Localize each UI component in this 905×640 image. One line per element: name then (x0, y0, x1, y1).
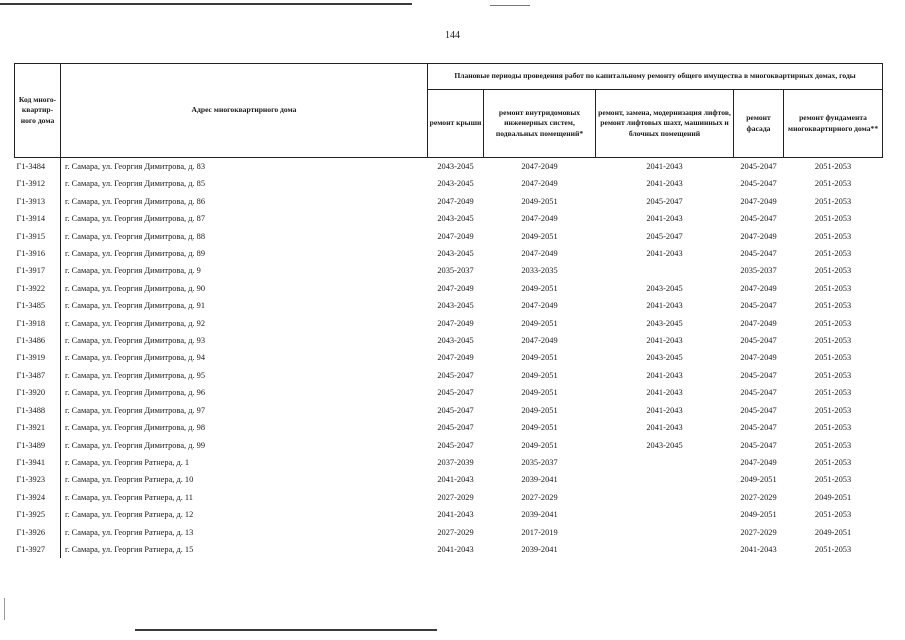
header-periods-title: Плановые периоды проведения работ по капитальному ремонту общего имущества в многоквартирных домах, годы (428, 64, 883, 90)
cell-foundation: 2051-2053 (814, 301, 852, 311)
cell-lifts: 2041-2043 (646, 179, 683, 189)
cell-foundation: 2051-2053 (814, 510, 852, 520)
cell-engineering: 2049-2051 (521, 196, 558, 206)
cell-facade: 2045-2047 (740, 179, 777, 189)
cell-lifts (596, 541, 734, 558)
cell-address: г. Самара, ул. Георгия Димитрова, д. 9 (65, 266, 201, 276)
cell-code: Г1-3924 (15, 489, 61, 506)
cell-foundation: 2051-2053 (814, 405, 852, 415)
cell-code: Г1-3915 (15, 228, 61, 245)
cell-foundation: 2051-2053 (814, 318, 852, 328)
cell-roof: 2045-2047 (437, 423, 474, 433)
cell-lifts: 2041-2043 (646, 336, 683, 346)
table-row (15, 419, 883, 436)
cell-code: Г1-3917 (15, 262, 61, 279)
cell-lifts: 2041-2043 (646, 249, 683, 259)
cell-engineering: 2039-2041 (521, 475, 558, 485)
table-row (15, 506, 883, 523)
header-code: Код много-квартир-ного дома (15, 64, 61, 158)
cell-address: г. Самара, ул. Георгия Ратнера, д. 15 (65, 544, 194, 554)
header-lifts: ремонт, замена, модернизация лифтов, ремонт лифтовых шахт, машинных и блочных помещений (596, 90, 734, 158)
cell-foundation: 2051-2053 (814, 266, 852, 276)
cell-code: Г1-3921 (15, 419, 61, 436)
cell-code: Г1-3912 (15, 175, 61, 192)
cell-facade: 2049-2051 (740, 475, 777, 485)
cell-code: Г1-3926 (15, 524, 61, 541)
cell-engineering: 2033-2035 (521, 266, 558, 276)
cell-facade: 2047-2049 (740, 283, 777, 293)
cell-lifts: 2043-2045 (646, 440, 683, 450)
header-engineering: ремонт внутридомовых инженерных систем, подвальных помещений* (484, 90, 596, 158)
cell-facade: 2045-2047 (740, 336, 777, 346)
cell-foundation: 2049-2051 (814, 492, 852, 502)
table-row (15, 384, 883, 401)
cell-facade: 2045-2047 (740, 423, 777, 433)
table-row (15, 524, 883, 541)
cell-roof: 2043-2045 (437, 301, 474, 311)
cell-code: Г1-3923 (15, 471, 61, 488)
cell-roof: 2043-2045 (437, 162, 474, 171)
cell-address: г. Самара, ул. Георгия Димитрова, д. 87 (65, 214, 206, 224)
cell-roof: 2047-2049 (437, 318, 474, 328)
cell-facade: 2041-2043 (740, 544, 777, 554)
cell-roof: 2045-2047 (437, 388, 474, 398)
cell-facade: 2047-2049 (740, 196, 777, 206)
table-row (15, 297, 883, 314)
cell-roof: 2043-2045 (437, 336, 474, 346)
cell-foundation: 2051-2053 (814, 544, 852, 554)
cell-address: г. Самара, ул. Георгия Ратнера, д. 13 (65, 527, 194, 537)
cell-lifts: 2043-2045 (646, 283, 683, 293)
cell-facade: 2045-2047 (740, 370, 777, 380)
table-row (15, 402, 883, 419)
cell-roof: 2045-2047 (437, 405, 474, 415)
cell-foundation: 2051-2053 (814, 336, 852, 346)
cell-lifts: 2045-2047 (646, 231, 683, 241)
cell-lifts (596, 454, 734, 471)
cell-code: Г1-3916 (15, 245, 61, 262)
page-number: 144 (445, 30, 460, 41)
scan-edge-top (0, 3, 412, 5)
cell-engineering: 2049-2051 (521, 440, 558, 450)
cell-lifts (596, 262, 734, 279)
table-row (15, 193, 883, 210)
table-row (15, 262, 883, 279)
cell-roof: 2037-2039 (437, 457, 474, 467)
cell-engineering: 2049-2051 (521, 353, 558, 363)
cell-engineering: 2049-2051 (521, 283, 558, 293)
cell-foundation: 2051-2053 (814, 388, 852, 398)
cell-engineering: 2047-2049 (521, 162, 558, 171)
cell-code: Г1-3487 (15, 367, 61, 384)
cell-code: Г1-3488 (15, 402, 61, 419)
table-row (15, 280, 883, 297)
cell-facade: 2049-2051 (740, 510, 777, 520)
cell-lifts (596, 471, 734, 488)
table-row (15, 245, 883, 262)
cell-code: Г1-3485 (15, 297, 61, 314)
cell-address: г. Самара, ул. Георгия Димитрова, д. 95 (65, 370, 206, 380)
cell-address: г. Самара, ул. Георгия Димитрова, д. 86 (65, 196, 206, 206)
scan-mark-top (490, 5, 530, 6)
cell-facade: 2047-2049 (740, 457, 777, 467)
cell-lifts: 2041-2043 (646, 162, 683, 171)
cell-address: г. Самара, ул. Георгия Ратнера, д. 11 (65, 492, 193, 502)
cell-roof: 2043-2045 (437, 249, 474, 259)
cell-lifts: 2043-2045 (646, 353, 683, 363)
cell-foundation: 2051-2053 (814, 475, 852, 485)
cell-roof: 2047-2049 (437, 283, 474, 293)
cell-code: Г1-3927 (15, 541, 61, 558)
cell-foundation: 2051-2053 (814, 214, 852, 224)
cell-lifts: 2043-2045 (646, 318, 683, 328)
cell-roof: 2041-2043 (437, 544, 474, 554)
table-row (15, 158, 883, 176)
cell-foundation: 2051-2053 (814, 353, 852, 363)
cell-lifts (596, 506, 734, 523)
table-row (15, 437, 883, 454)
table-row (15, 489, 883, 506)
table-body (15, 158, 883, 559)
cell-lifts (596, 524, 734, 541)
cell-address: г. Самара, ул. Георгия Димитрова, д. 91 (65, 301, 206, 311)
cell-roof: 2041-2043 (437, 510, 474, 520)
cell-foundation: 2051-2053 (814, 231, 852, 241)
cell-roof: 2047-2049 (437, 231, 474, 241)
cell-code: Г1-3919 (15, 349, 61, 366)
cell-code: Г1-3914 (15, 210, 61, 227)
cell-facade: 2027-2029 (740, 492, 777, 502)
cell-address: г. Самара, ул. Георгия Ратнера, д. 12 (65, 510, 194, 520)
cell-foundation: 2051-2053 (814, 283, 852, 293)
cell-address: г. Самара, ул. Георгия Димитрова, д. 92 (65, 318, 206, 328)
cell-facade: 2027-2029 (740, 527, 777, 537)
cell-code: Г1-3489 (15, 437, 61, 454)
cell-code: Г1-3920 (15, 384, 61, 401)
cell-lifts: 2041-2043 (646, 405, 683, 415)
cell-facade: 2045-2047 (740, 440, 777, 450)
cell-engineering: 2035-2037 (521, 457, 558, 467)
table-row (15, 315, 883, 332)
cell-engineering: 2047-2049 (521, 179, 558, 189)
cell-roof: 2047-2049 (437, 196, 474, 206)
cell-facade: 2047-2049 (740, 318, 777, 328)
cell-facade: 2045-2047 (740, 301, 777, 311)
table-row (15, 349, 883, 366)
header-facade: ремонт фасада (734, 90, 784, 158)
cell-roof: 2035-2037 (437, 266, 474, 276)
cell-code: Г1-3922 (15, 280, 61, 297)
cell-lifts (596, 489, 734, 506)
cell-roof: 2027-2029 (437, 492, 474, 502)
cell-code: Г1-3913 (15, 193, 61, 210)
cell-lifts: 2041-2043 (646, 301, 683, 311)
cell-engineering: 2049-2051 (521, 423, 558, 433)
cell-address: г. Самара, ул. Георгия Димитрова, д. 98 (65, 423, 206, 433)
cell-foundation: 2051-2053 (814, 249, 852, 259)
cell-roof: 2045-2047 (437, 370, 474, 380)
table-row (15, 541, 883, 558)
cell-address: г. Самара, ул. Георгия Ратнера, д. 10 (65, 475, 194, 485)
cell-address: г. Самара, ул. Георгия Ратнера, д. 1 (65, 457, 190, 467)
cell-facade: 2047-2049 (740, 353, 777, 363)
table-row (15, 210, 883, 227)
cell-facade: 2045-2047 (740, 249, 777, 259)
cell-address: г. Самара, ул. Георгия Димитрова, д. 99 (65, 440, 206, 450)
cell-address: г. Самара, ул. Георгия Димитрова, д. 94 (65, 353, 206, 363)
cell-address: г. Самара, ул. Георгия Димитрова, д. 88 (65, 231, 206, 241)
cell-roof: 2045-2047 (437, 440, 474, 450)
table-row (15, 471, 883, 488)
cell-address: г. Самара, ул. Георгия Димитрова, д. 90 (65, 283, 206, 293)
cell-engineering: 2047-2049 (521, 249, 558, 259)
cell-roof: 2041-2043 (437, 475, 474, 485)
cell-engineering: 2049-2051 (521, 231, 558, 241)
cell-code: Г1-3925 (15, 506, 61, 523)
cell-address: г. Самара, ул. Георгия Димитрова, д. 96 (65, 388, 206, 398)
header-foundation: ремонт фундамента многоквартирного дома** (784, 90, 883, 158)
cell-address: г. Самара, ул. Георгия Димитрова, д. 85 (65, 179, 206, 189)
cell-engineering: 2049-2051 (521, 370, 558, 380)
cell-code: Г1-3941 (15, 454, 61, 471)
cell-facade: 2045-2047 (740, 405, 777, 415)
scan-edge-bottom (135, 629, 437, 631)
cell-facade: 2045-2047 (740, 388, 777, 398)
cell-foundation: 2051-2053 (814, 162, 852, 171)
cell-address: г. Самара, ул. Георгия Димитрова, д. 89 (65, 249, 206, 259)
cell-roof: 2047-2049 (437, 353, 474, 363)
table-row (15, 367, 883, 384)
cell-foundation: 2051-2053 (814, 440, 852, 450)
cell-engineering: 2049-2051 (521, 318, 558, 328)
cell-engineering: 2047-2049 (521, 336, 558, 346)
cell-roof: 2043-2045 (437, 179, 474, 189)
table-row (15, 175, 883, 192)
cell-engineering: 2017-2019 (521, 527, 558, 537)
cell-foundation: 2051-2053 (814, 179, 852, 189)
cell-address: г. Самара, ул. Георгия Димитрова, д. 97 (65, 405, 206, 415)
cell-engineering: 2047-2049 (521, 301, 558, 311)
cell-code: Г1-3484 (15, 158, 61, 176)
scan-mark-left (4, 598, 5, 620)
cell-engineering: 2027-2029 (521, 492, 558, 502)
cell-roof: 2027-2029 (437, 527, 474, 537)
cell-foundation: 2051-2053 (814, 423, 852, 433)
cell-engineering: 2049-2051 (521, 388, 558, 398)
cell-engineering: 2047-2049 (521, 214, 558, 224)
cell-foundation: 2051-2053 (814, 196, 852, 206)
cell-engineering: 2049-2051 (521, 405, 558, 415)
cell-foundation: 2051-2053 (814, 457, 852, 467)
cell-foundation: 2051-2053 (814, 370, 852, 380)
cell-facade: 2047-2049 (740, 231, 777, 241)
cell-lifts: 2045-2047 (646, 196, 683, 206)
table-row (15, 332, 883, 349)
table-row (15, 228, 883, 245)
repair-schedule-table (14, 63, 883, 558)
cell-code: Г1-3918 (15, 315, 61, 332)
cell-lifts: 2041-2043 (646, 214, 683, 224)
cell-facade: 2045-2047 (740, 162, 777, 171)
cell-engineering: 2039-2041 (521, 544, 558, 554)
cell-code: Г1-3486 (15, 332, 61, 349)
cell-engineering: 2039-2041 (521, 510, 558, 520)
cell-foundation: 2049-2051 (814, 527, 852, 537)
cell-facade: 2035-2037 (740, 266, 777, 276)
cell-lifts: 2041-2043 (646, 388, 683, 398)
cell-lifts: 2041-2043 (646, 370, 683, 380)
cell-address: г. Самара, ул. Георгия Димитрова, д. 83 (65, 162, 206, 171)
cell-facade: 2045-2047 (740, 214, 777, 224)
header-roof: ремонт крыши (428, 90, 484, 158)
header-address: Адрес многоквартирного дома (61, 64, 428, 158)
table-row (15, 454, 883, 471)
cell-address: г. Самара, ул. Георгия Димитрова, д. 93 (65, 336, 206, 346)
cell-lifts: 2041-2043 (646, 423, 683, 433)
cell-roof: 2043-2045 (437, 214, 474, 224)
